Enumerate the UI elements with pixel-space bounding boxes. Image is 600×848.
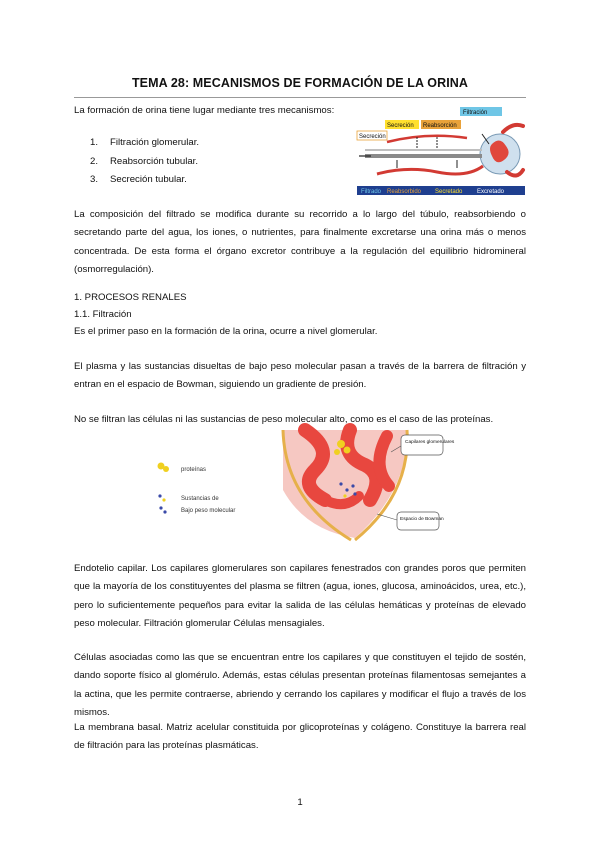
mechanism-list (74, 134, 199, 190)
mechanism-number: 2. (90, 155, 99, 167)
composition-paragraph: La composición del filtrado se modifica durante su recorrido a lo largo del túbulo, reabsorbiendo o secretando parte del agua, los iones, o nutrientes, para finalmente excretarse una orina más o menos concentrada. De esta forma el órgano excretor contribuye a la regulación del equilibrio hidromineral (osmorregulación). (74, 209, 526, 275)
legend-proteinas: proteínas (181, 467, 207, 473)
legend-protein-dot (163, 466, 169, 472)
callout-capilares (401, 435, 443, 455)
mechanism-number: 1. (90, 137, 99, 148)
proteins-paragraph: No se filtran las células ni las sustancias de peso molecular alto, como es el caso de las proteínas. (74, 414, 494, 425)
protein-dot (334, 449, 340, 455)
mechanism-label: Secreción tubular. (110, 174, 187, 185)
reabsorption-label: Reabsorción (423, 123, 457, 129)
mechanism-number: 3. (90, 174, 99, 185)
celulas-paragraph: Células asociadas como las que se encuentran entre los capilares y que constituyen el tejido de sostén, dando soporte físico al glomérulo. Además, estas células presentan proteínas filamentosas semejantes a la actina, que les permite contraerse, abriendo y cerrando los capilares y modificar el flujo a través de los mismos. (74, 652, 526, 718)
section-1-1-heading: 1.1. Filtración (74, 309, 132, 320)
small-molecule-dot (339, 482, 342, 485)
legend-small-dot (159, 506, 162, 509)
small-molecule-dot (345, 488, 348, 491)
title-divider (74, 97, 526, 98)
filtration-intro: Es el primer paso en la formación de la orina, ocurre a nivel glomerular. (74, 326, 378, 337)
legend-excretado: Excretado (477, 189, 505, 195)
plasma-paragraph: El plasma y las sustancias disueltas de bajo peso molecular pasan a través de la barrera de filtración y entran en el espacio de Bowman, siguiendo un gradiente de presión. (74, 361, 526, 391)
mechanism-label: Reabsorción tubular. (110, 155, 198, 167)
peritubular-capillary-top (387, 136, 467, 142)
callout-bowman-text: Espacio de Bowman (400, 517, 444, 522)
legend-small-dot (163, 510, 166, 513)
legend-secretado: Secretado (435, 189, 463, 195)
legend-small-dot (162, 498, 165, 501)
endotelio-paragraph: Endotelio capilar. Los capilares glomerulares son capilares fenestrados con grandes poros que permiten que la mayoría de los constituyentes del plasma se filtren (agua, iones, glucosa, aminoácidos, urea, etc.), pero lo suficientemente pequeños para evitar la salida de las células hemáticas y proteínas de elevado peso molecular. Filtración glomerular Células mensagiales. (74, 563, 526, 629)
mechanism-item (74, 171, 199, 190)
intro-text: La formación de orina tiene lugar mediante tres mecanismos: (74, 105, 335, 116)
secretion-side-label: Secreción (359, 134, 386, 140)
afferent-arteriole (503, 125, 523, 132)
page-title: TEMA 28: MECANISMOS DE FORMACIÓN DE LA ORINA (131, 76, 469, 90)
page-number: 1 (297, 797, 303, 808)
secretion-top-label: Secreción (387, 123, 414, 129)
protein-dot (344, 447, 351, 454)
mechanism-item (74, 134, 199, 153)
small-molecule-dot (353, 492, 356, 495)
nephron-figure (357, 104, 525, 196)
legend-small-dot (158, 494, 161, 497)
legend-sustancias: Sustancias de (181, 496, 219, 502)
legend-reabsorbido: Reabsorbido (387, 189, 422, 195)
mechanism-label: Filtración glomerular. (110, 137, 200, 148)
small-molecule-dot (351, 484, 354, 487)
callout-capilares-text: Capilares glomerulares (405, 440, 455, 445)
legend-filtrado: Filtrado (361, 189, 382, 195)
glomerulus-figure (155, 430, 455, 542)
legend-bajo-peso: Bajo peso molecular (181, 508, 236, 514)
small-molecule-dot (343, 494, 346, 497)
protein-dot (337, 440, 345, 448)
mechanism-item (74, 153, 199, 172)
membrana-paragraph: La membrana basal. Matriz acelular constituida por glicoproteínas y colágeno. Constituye la barrera real de filtración para las proteínas plasmáticas. (74, 722, 526, 752)
section-1-heading: 1. PROCESOS RENALES (74, 292, 187, 303)
peritubular-capillary (377, 166, 483, 174)
filtration-label: Filtración (463, 110, 488, 116)
